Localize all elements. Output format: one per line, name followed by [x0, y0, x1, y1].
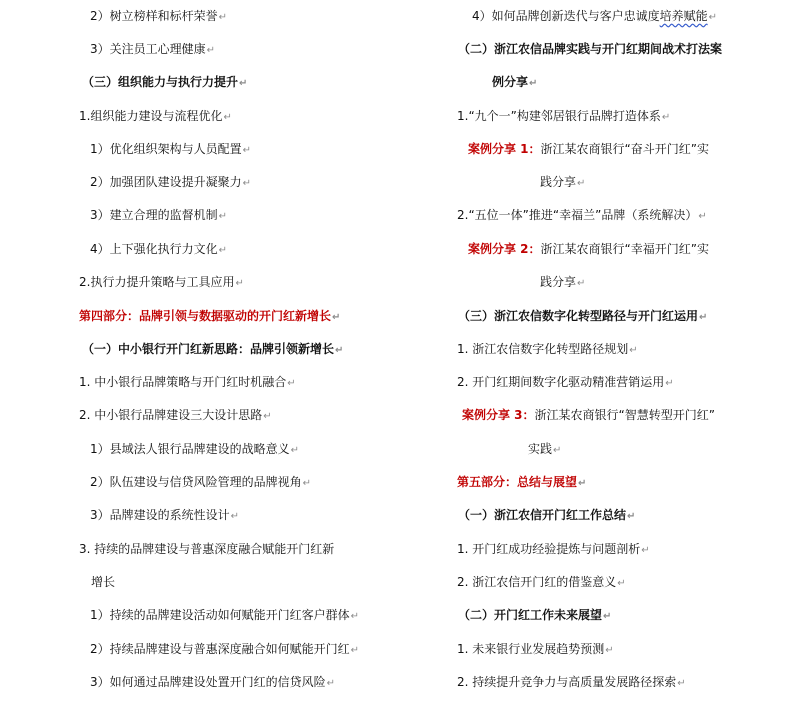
case-share-label: 案例分享 1：浙江某农商银行“奋斗开门红”实: [468, 142, 709, 156]
outline-item: 2.执行力提升策略与工具应用↵: [79, 275, 244, 289]
outline-item: 1. 浙江农信数字化转型路径规划↵: [457, 342, 638, 356]
outline-item: 2.“五位一体”推进“幸福兰”品牌（系统解决）↵: [457, 208, 707, 222]
outline-item: 1）持续的品牌建设活动如何赋能开门红客户群体↵: [90, 608, 360, 622]
outline-item: 3）关注员工心理健康↵: [90, 42, 216, 56]
outline-item: 1）优化组织架构与人员配置↵: [90, 142, 252, 156]
part-heading: 第五部分：总结与展望↵: [457, 475, 587, 489]
outline-item-continued: 践分享↵: [540, 175, 586, 189]
section-heading: （三）浙江农信数字化转型路径与开门红运用↵: [458, 309, 708, 323]
outline-item: 3）品牌建设的系统性设计↵: [90, 508, 240, 522]
outline-item-continued: 践分享↵: [540, 275, 586, 289]
section-heading: （一）中小银行开门红新思路：品牌引领新增长↵: [82, 342, 344, 356]
outline-item: 2. 开门红期间数字化驱动精准营销运用↵: [457, 375, 674, 389]
outline-item: 2. 浙江农信开门红的借鉴意义↵: [457, 575, 626, 589]
outline-item: 1. 未来银行业发展趋势预测↵: [457, 642, 614, 656]
outline-item: 1）县域法人银行品牌建设的战略意义↵: [90, 442, 300, 456]
outline-item: 1.组织能力建设与流程优化↵: [79, 109, 232, 123]
case-share-label: 案例分享 3：浙江某农商银行“智慧转型开门红”: [462, 408, 715, 422]
section-heading: （三）组织能力与执行力提升↵: [82, 75, 248, 89]
section-heading-continued: 例分享↵: [492, 75, 538, 89]
outline-item: 4）如何品牌创新迭代与客户忠诚度培养赋能↵: [472, 9, 718, 23]
outline-item-continued: 实践↵: [528, 442, 562, 456]
outline-item-continued: 增长: [91, 575, 116, 589]
outline-item: 1. 中小银行品牌策略与开门红时机融合↵: [79, 375, 296, 389]
outline-item: 3. 持续的品牌建设与普惠深度融合赋能开门红新: [79, 542, 335, 556]
outline-item: 2）加强团队建设提升凝聚力↵: [90, 175, 252, 189]
outline-item: 1. 开门红成功经验提炼与问题剖析↵: [457, 542, 650, 556]
case-share-label: 案例分享 2：浙江某农商银行“幸福开门红”实: [468, 242, 709, 256]
outline-item: 4）上下强化执行力文化↵: [90, 242, 228, 256]
outline-item: 1.“九个一”构建邻居银行品牌打造体系↵: [457, 109, 671, 123]
outline-item: 2. 持续提升竞争力与高质量发展路径探索↵: [457, 675, 686, 689]
outline-item: 2）持续品牌建设与普惠深度融合如何赋能开门红↵: [90, 642, 360, 656]
outline-item: 2）队伍建设与信贷风险管理的品牌视角↵: [90, 475, 312, 489]
part-heading: 第四部分：品牌引领与数据驱动的开门红新增长↵: [79, 309, 341, 323]
outline-item: 3）如何通过品牌建设处置开门红的信贷风险↵: [90, 675, 336, 689]
section-heading: （一）浙江农信开门红工作总结↵: [458, 508, 636, 522]
section-heading: （二）浙江农信品牌实践与开门红期间战术打法案: [458, 42, 723, 56]
section-heading: （二）开门红工作未来展望↵: [458, 608, 612, 622]
outline-item: 2. 中小银行品牌建设三大设计思路↵: [79, 408, 272, 422]
outline-item: 2）树立榜样和标杆荣誉↵: [90, 9, 228, 23]
outline-item: 3）建立合理的监督机制↵: [90, 208, 228, 222]
spellcheck-underline: 培养赋能: [659, 9, 708, 23]
